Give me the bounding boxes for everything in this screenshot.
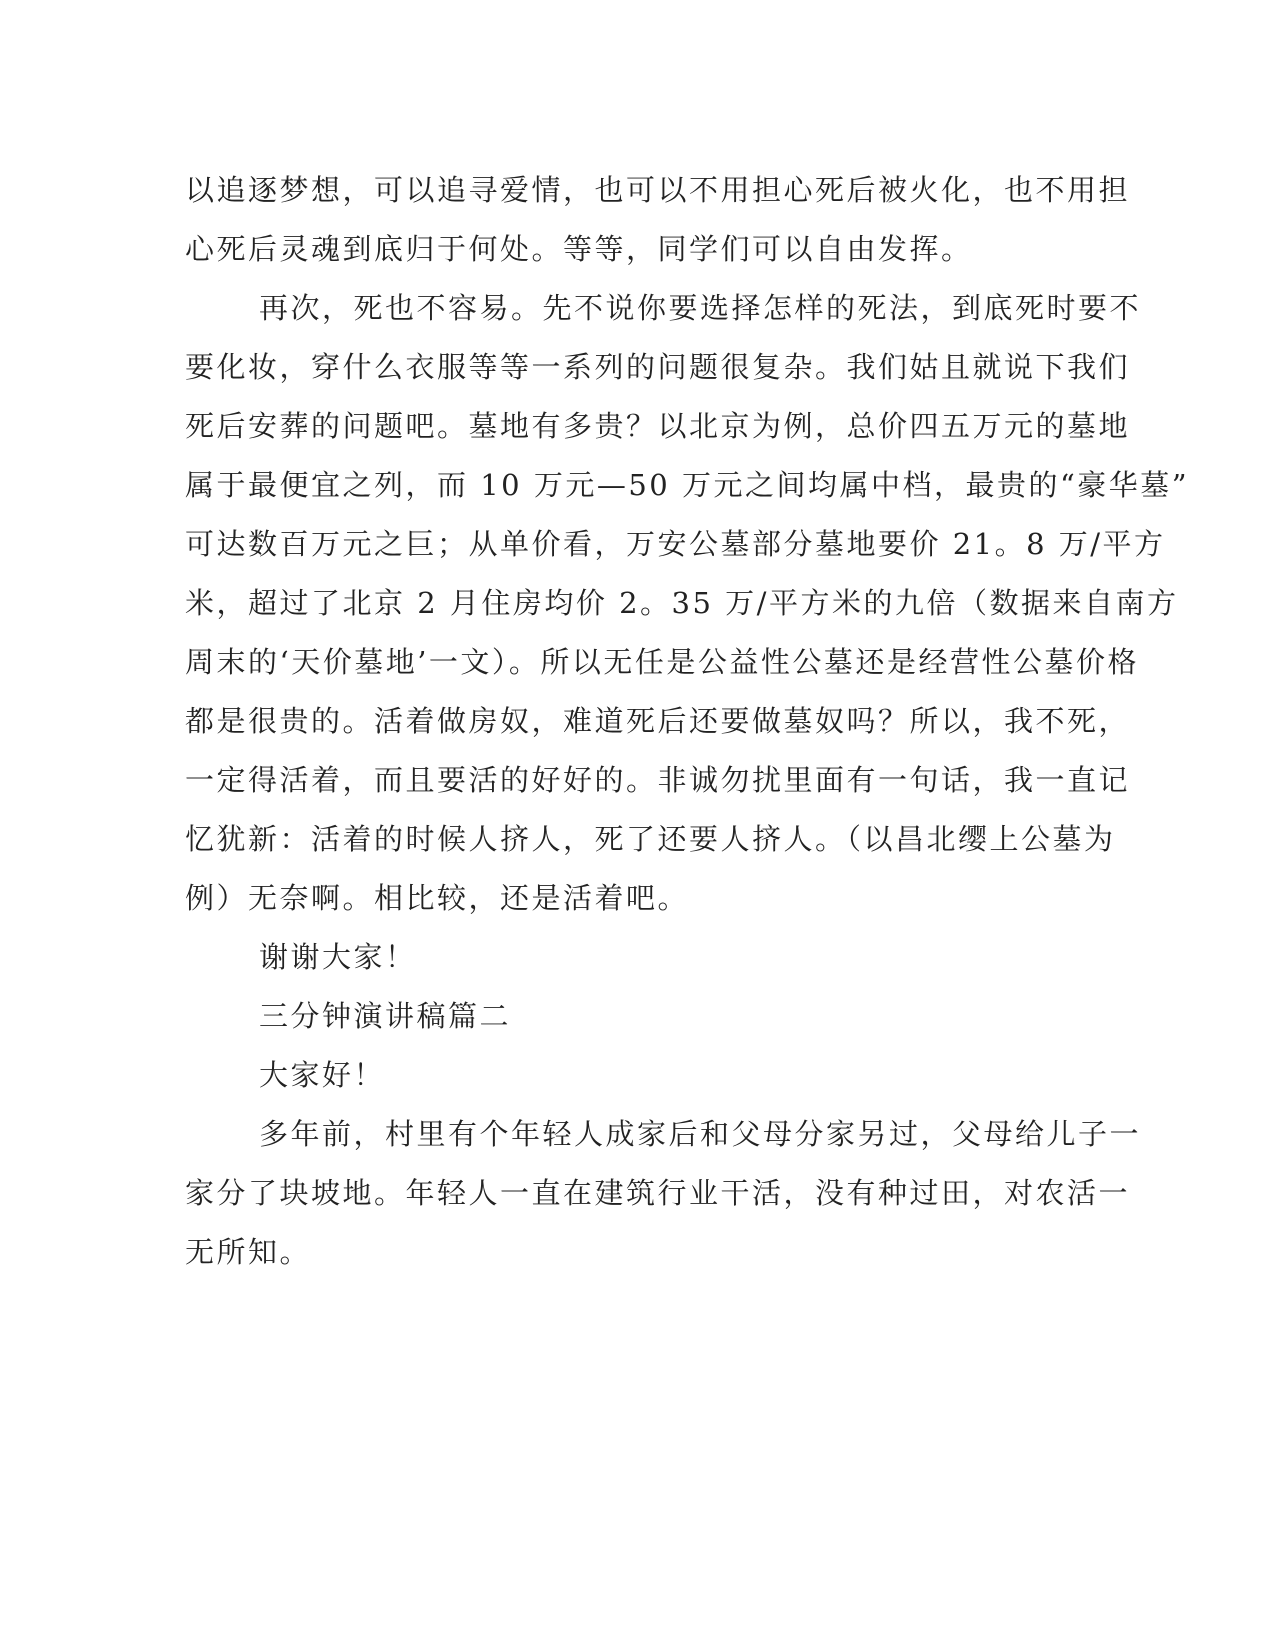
paragraph-first-line: 多年前，村里有个年轻人成家后和父母分家另过，父母给儿子一 [259, 1117, 1142, 1151]
text-line: 周末的‘天价墓地’一文）。所以无任是公益性公墓还是经营性公墓价格 [185, 645, 1139, 679]
text-line: 属于最便宜之列，而 10 万元—50 万元之间均属中档，最贵的“豪华墓” [185, 468, 1190, 502]
text-line: 无所知。 [185, 1235, 312, 1269]
text-line: 以追逐梦想，可以追寻爱情，也可以不用担心死后被火化，也不用担 [185, 173, 1131, 207]
text-line: 可达数百万元之巨；从单价看，万安公墓部分墓地要价 21。8 万/平方 [185, 527, 1166, 561]
thanks-line: 谢谢大家！ [259, 940, 417, 974]
text-line: 死后安葬的问题吧。墓地有多贵？以北京为例，总价四五万元的墓地 [185, 409, 1131, 443]
text-line: 家分了块坡地。年轻人一直在建筑行业干活，没有种过田，对农活一 [185, 1176, 1131, 1210]
greeting-line: 大家好！ [259, 1058, 386, 1092]
section-heading: 三分钟演讲稿篇二 [259, 999, 512, 1033]
text-line: 例）无奈啊。相比较，还是活着吧。 [185, 881, 690, 915]
document-body [185, 161, 1190, 1282]
text-line: 米，超过了北京 2 月住房均价 2。35 万/平方米的九倍（数据来自南方 [185, 586, 1179, 620]
paragraph-first-line: 再次，死也不容易。先不说你要选择怎样的死法，到底死时要不 [259, 291, 1142, 325]
text-line: 心死后灵魂到底归于何处。等等，同学们可以自由发挥。 [185, 232, 973, 266]
text-line: 一定得活着，而且要活的好好的。非诚勿扰里面有一句话，我一直记 [185, 763, 1131, 797]
text-line: 都是很贵的。活着做房奴，难道死后还要做墓奴吗？所以，我不死， [185, 704, 1131, 738]
text-line: 要化妆，穿什么衣服等等一系列的问题很复杂。我们姑且就说下我们 [185, 350, 1131, 384]
text-line: 忆犹新：活着的时候人挤人，死了还要人挤人。（以昌北缨上公墓为 [185, 822, 1116, 856]
